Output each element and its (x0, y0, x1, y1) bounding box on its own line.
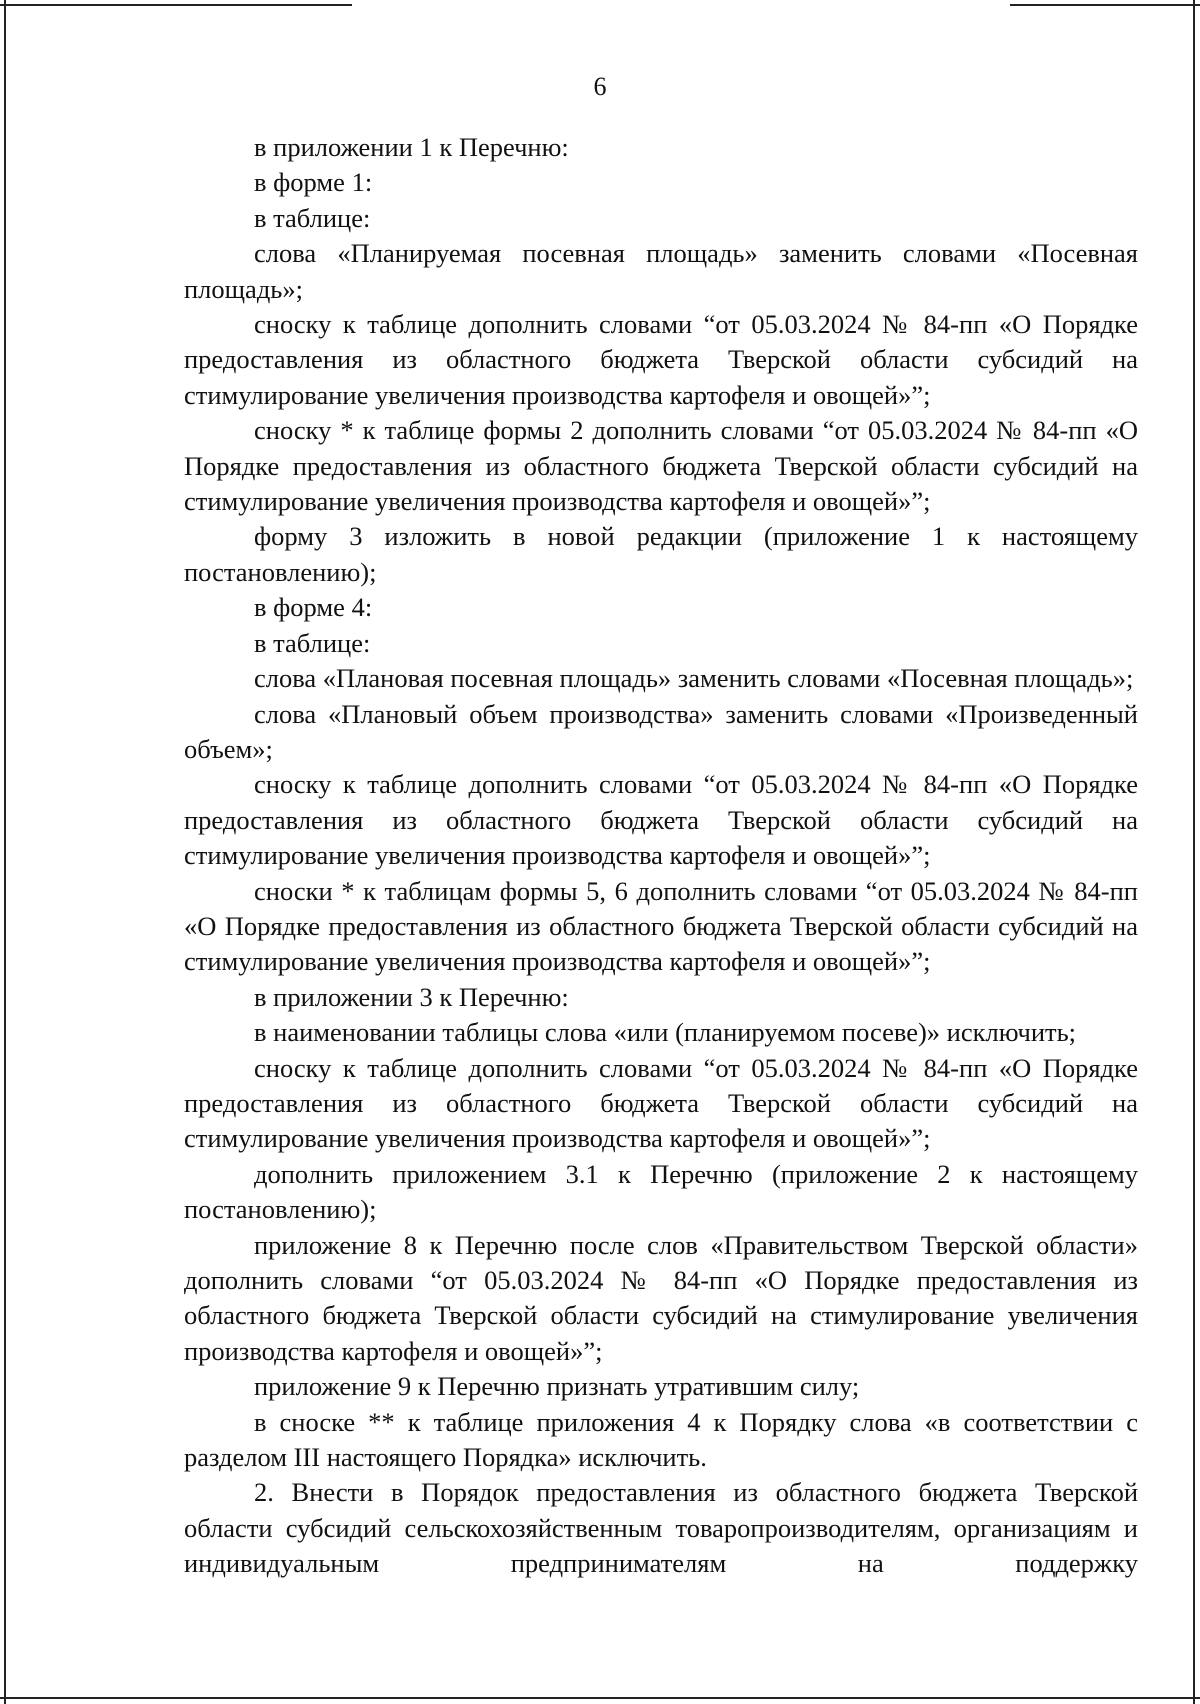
paragraph: сноску к таблице дополнить словами “от 05.03.2024 № 84-пп «О Порядке предоставления из областного бюджета Тверской области субсидий на стимулирование увеличения производства картофеля и овощей»”; (184, 769, 1138, 871)
paragraph: сноску к таблице дополнить словами “от 05.03.2024 № 84-пп «О Порядке предоставления из областного бюджета Тверской области субсидий на стимулирование увеличения производства картофеля и овощей»”; (184, 1052, 1138, 1154)
paragraph: в наименовании таблицы слова «или (планируемом посеве)» исключить; (254, 1017, 1077, 1048)
paragraph: в таблице: (254, 202, 371, 233)
scan-border-top (0, 4, 352, 6)
paragraph: в сноске ** к таблице приложения 4 к Порядку слова «в соответствии с разделом III настоящего Порядка» исключить. (184, 1406, 1138, 1473)
paragraph: 2. Внести в Порядок предоставления из областного бюджета Тверской области субсидий сельскохозяйственным товаропроизводителям, организациям и индивидуальным предпринимателям на поддержку (184, 1477, 1138, 1579)
paragraph: в таблице: (254, 627, 371, 658)
paragraph: слова «Плановая посевная площадь» заменить словами «Посевная площадь»; (254, 663, 1134, 694)
paragraph: слова «Плановый объем производства» заменить словами «Произведенный объем»; (184, 698, 1138, 764)
paragraph: приложение 9 к Перечню признать утратившим силу; (254, 1371, 860, 1402)
paragraph: в приложении 1 к Перечню: (254, 132, 569, 162)
scan-border-top-right (1010, 4, 1200, 6)
paragraph: слова «Планируемая посевная площадь» заменить словами «Посевная площадь»; (184, 238, 1138, 304)
scan-border-bottom (0, 1697, 1200, 1699)
paragraph: сноски * к таблицам формы 5, 6 дополнить словами “от 05.03.2024 № 84-пп «О Порядке предоставления из областного бюджета Тверской области субсидий на стимулирование увеличения производства картофеля и овощей»”; (184, 875, 1138, 977)
scan-border-right (1193, 0, 1195, 1704)
document-body (184, 130, 1138, 1582)
scan-border-left (4, 0, 6, 1704)
paragraph: сноску к таблице дополнить словами “от 05.03.2024 № 84-пп «О Порядке предоставления из областного бюджета Тверской области субсидий на стимулирование увеличения производства картофеля и овощей»”; (184, 309, 1138, 410)
paragraph: в форме 4: (254, 592, 373, 623)
paragraph: дополнить приложением 3.1 к Перечню (приложение 2 к настоящему постановлению); (184, 1158, 1138, 1225)
paragraph: в приложении 3 к Перечню: (254, 981, 569, 1012)
paragraph: сноску * к таблице формы 2 дополнить словами “от 05.03.2024 № 84-пп «О Порядке предоставления из областного бюджета Тверской области субсидий на стимулирование увеличения производства картофеля и овощей»”; (184, 415, 1138, 517)
paragraph: приложение 8 к Перечню после слов «Правительством Тверской области» дополнить словами “от 05.03.2024 № 84-пп «О Порядке предоставления из областного бюджета Тверской области субсидий на стимулирование увеличения производства картофеля и овощей»”; (184, 1229, 1138, 1366)
page-number: 6 (593, 72, 607, 101)
paragraph: форму 3 изложить в новой редакции (приложение 1 к настоящему постановлению); (184, 521, 1138, 587)
paragraph: в форме 1: (254, 167, 373, 198)
